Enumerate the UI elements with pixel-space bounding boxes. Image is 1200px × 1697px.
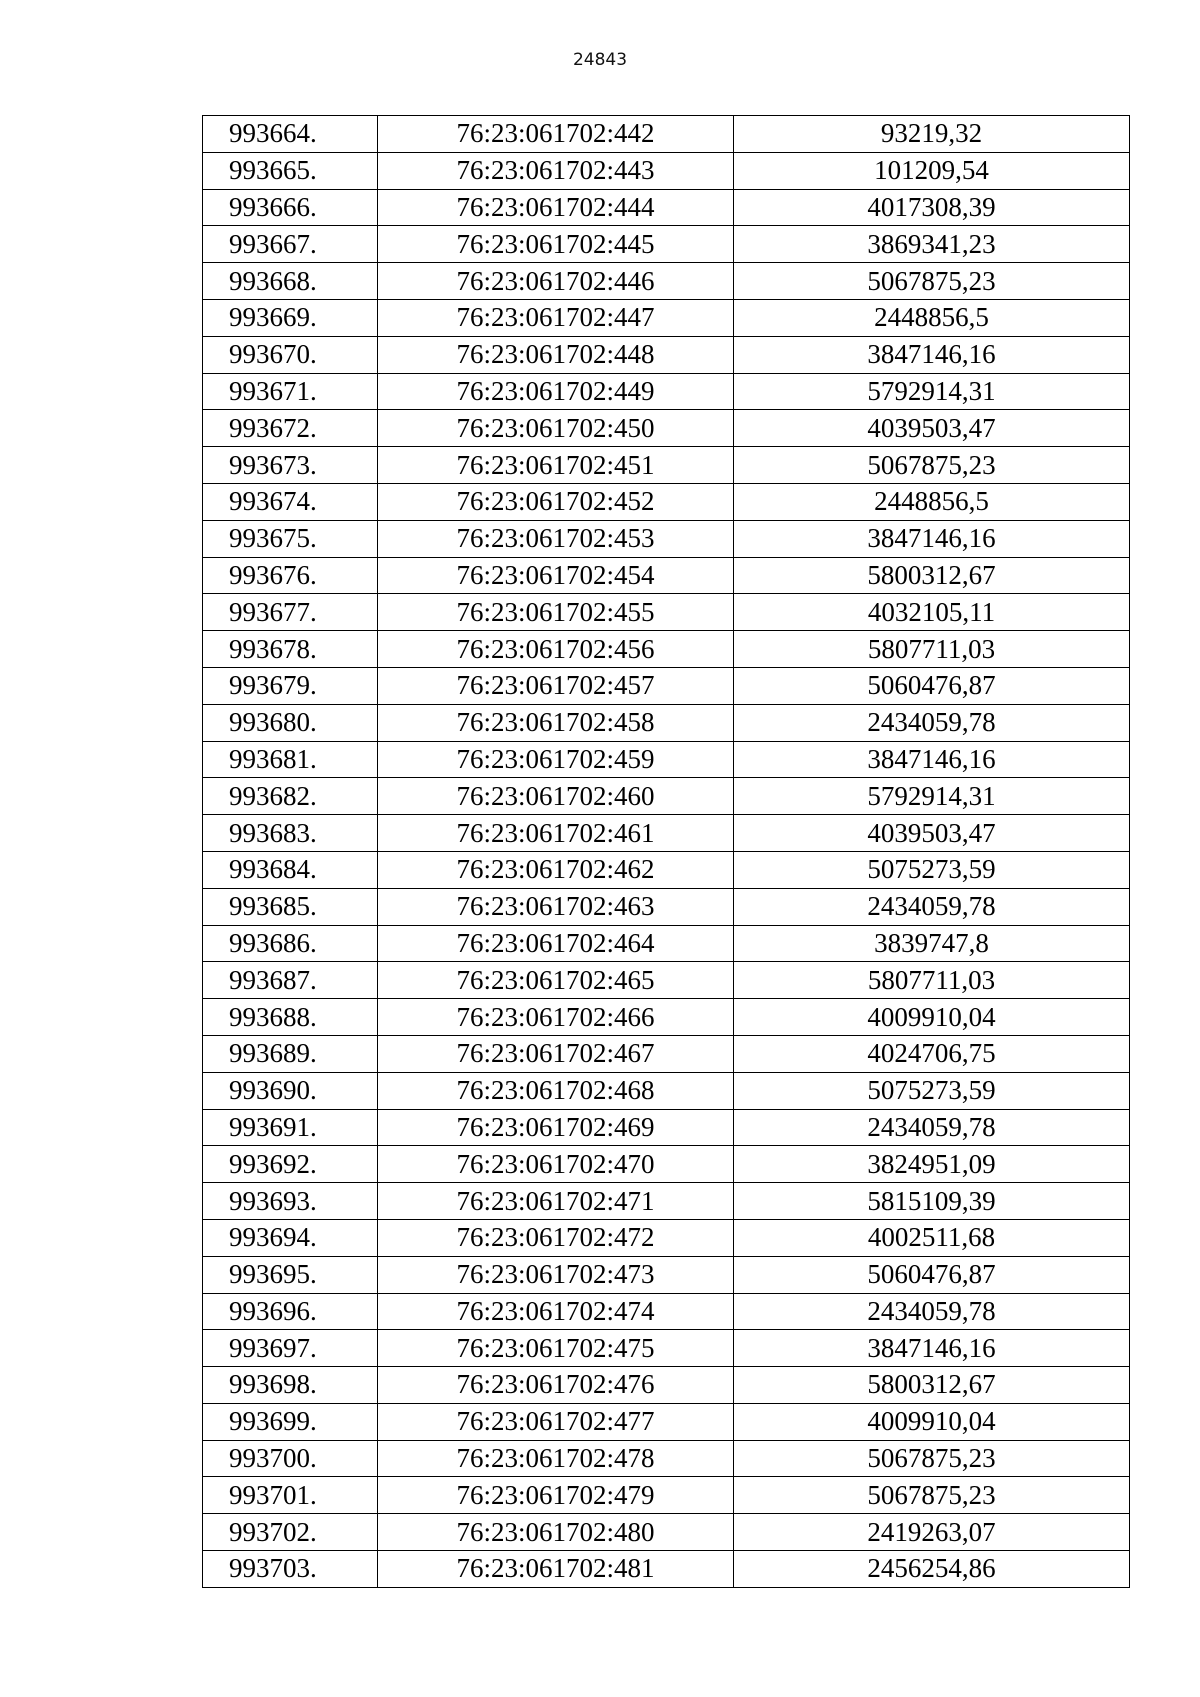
cadastral-value-cell: 2448856,5 [734, 483, 1130, 520]
row-number-cell: 993674. [203, 483, 378, 520]
cadastral-number-cell: 76:23:061702:444 [378, 189, 734, 226]
row-number-cell: 993698. [203, 1367, 378, 1404]
cadastral-number-cell: 76:23:061702:468 [378, 1072, 734, 1109]
table-row [203, 299, 1130, 336]
cadastral-value-cell: 4009910,04 [734, 1403, 1130, 1440]
cadastral-number-cell: 76:23:061702:455 [378, 594, 734, 631]
cadastral-value-cell: 5792914,31 [734, 373, 1130, 410]
cadastral-number-cell: 76:23:061702:477 [378, 1403, 734, 1440]
table-row [203, 888, 1130, 925]
table-row [203, 189, 1130, 226]
cadastral-value-cell: 3847146,16 [734, 336, 1130, 373]
cadastral-value-cell: 5067875,23 [734, 447, 1130, 484]
table-row [203, 557, 1130, 594]
table-row [203, 1293, 1130, 1330]
cadastral-value-cell: 2448856,5 [734, 299, 1130, 336]
table-row [203, 1403, 1130, 1440]
cadastral-value-cell: 2434059,78 [734, 704, 1130, 741]
cadastral-number-cell: 76:23:061702:471 [378, 1183, 734, 1220]
table-row [203, 815, 1130, 852]
cadastral-number-cell: 76:23:061702:462 [378, 851, 734, 888]
cadastral-number-cell: 76:23:061702:449 [378, 373, 734, 410]
cadastral-number-cell: 76:23:061702:448 [378, 336, 734, 373]
row-number-cell: 993666. [203, 189, 378, 226]
table-row [203, 851, 1130, 888]
row-number-cell: 993672. [203, 410, 378, 447]
table-row [203, 962, 1130, 999]
row-number-cell: 993695. [203, 1256, 378, 1293]
row-number-cell: 993703. [203, 1551, 378, 1588]
cadastral-value-cell: 4039503,47 [734, 410, 1130, 447]
table-row [203, 263, 1130, 300]
table-row [203, 1367, 1130, 1404]
row-number-cell: 993670. [203, 336, 378, 373]
cadastral-value-cell: 2434059,78 [734, 1109, 1130, 1146]
row-number-cell: 993684. [203, 851, 378, 888]
table-row [203, 1514, 1130, 1551]
cadastral-value-cell: 5800312,67 [734, 557, 1130, 594]
cadastral-number-cell: 76:23:061702:466 [378, 999, 734, 1036]
cadastral-number-cell: 76:23:061702:443 [378, 152, 734, 189]
page-number: 24843 [572, 50, 628, 70]
table-row [203, 373, 1130, 410]
cadastral-number-cell: 76:23:061702:475 [378, 1330, 734, 1367]
row-number-cell: 993699. [203, 1403, 378, 1440]
cadastral-number-cell: 76:23:061702:460 [378, 778, 734, 815]
cadastral-number-cell: 76:23:061702:472 [378, 1219, 734, 1256]
cadastral-number-cell: 76:23:061702:450 [378, 410, 734, 447]
table-row [203, 410, 1130, 447]
cadastral-value-cell: 4002511,68 [734, 1219, 1130, 1256]
row-number-cell: 993689. [203, 1035, 378, 1072]
cadastral-value-cell: 4017308,39 [734, 189, 1130, 226]
row-number-cell: 993664. [203, 116, 378, 153]
cadastral-number-cell: 76:23:061702:464 [378, 925, 734, 962]
table-row [203, 631, 1130, 668]
cadastral-number-cell: 76:23:061702:481 [378, 1551, 734, 1588]
table-row [203, 667, 1130, 704]
row-number-cell: 993692. [203, 1146, 378, 1183]
row-number-cell: 993665. [203, 152, 378, 189]
table-row [203, 1440, 1130, 1477]
row-number-cell: 993686. [203, 925, 378, 962]
cadastral-value-cell: 4009910,04 [734, 999, 1130, 1036]
row-number-cell: 993682. [203, 778, 378, 815]
table-row [203, 447, 1130, 484]
cadastral-number-cell: 76:23:061702:446 [378, 263, 734, 300]
cadastral-number-cell: 76:23:061702:451 [378, 447, 734, 484]
cadastral-value-cell: 5807711,03 [734, 631, 1130, 668]
table-row [203, 925, 1130, 962]
cadastral-value-cell: 5060476,87 [734, 1256, 1130, 1293]
cadastral-number-cell: 76:23:061702:453 [378, 520, 734, 557]
table-row [203, 520, 1130, 557]
table-row [203, 1035, 1130, 1072]
table-body [203, 116, 1130, 1588]
table-row [203, 1551, 1130, 1588]
cadastral-number-cell: 76:23:061702:461 [378, 815, 734, 852]
row-number-cell: 993675. [203, 520, 378, 557]
row-number-cell: 993681. [203, 741, 378, 778]
row-number-cell: 993700. [203, 1440, 378, 1477]
table-row [203, 1072, 1130, 1109]
cadastral-number-cell: 76:23:061702:456 [378, 631, 734, 668]
cadastral-value-cell: 3824951,09 [734, 1146, 1130, 1183]
row-number-cell: 993679. [203, 667, 378, 704]
cadastral-number-cell: 76:23:061702:470 [378, 1146, 734, 1183]
row-number-cell: 993668. [203, 263, 378, 300]
table-row [203, 336, 1130, 373]
row-number-cell: 993690. [203, 1072, 378, 1109]
row-number-cell: 993697. [203, 1330, 378, 1367]
table-row [203, 741, 1130, 778]
row-number-cell: 993691. [203, 1109, 378, 1146]
cadastral-value-cell: 4039503,47 [734, 815, 1130, 852]
row-number-cell: 993678. [203, 631, 378, 668]
row-number-cell: 993693. [203, 1183, 378, 1220]
cadastral-value-cell: 3869341,23 [734, 226, 1130, 263]
row-number-cell: 993687. [203, 962, 378, 999]
cadastral-number-cell: 76:23:061702:479 [378, 1477, 734, 1514]
cadastral-number-cell: 76:23:061702:452 [378, 483, 734, 520]
cadastral-value-cell: 101209,54 [734, 152, 1130, 189]
row-number-cell: 993676. [203, 557, 378, 594]
table-row [203, 1219, 1130, 1256]
cadastral-value-cell: 3839747,8 [734, 925, 1130, 962]
cadastral-number-cell: 76:23:061702:442 [378, 116, 734, 153]
cadastral-value-cell: 2456254,86 [734, 1551, 1130, 1588]
cadastral-value-cell: 5067875,23 [734, 1440, 1130, 1477]
cadastral-value-cell: 3847146,16 [734, 1330, 1130, 1367]
row-number-cell: 993671. [203, 373, 378, 410]
table-row [203, 778, 1130, 815]
cadastral-number-cell: 76:23:061702:478 [378, 1440, 734, 1477]
cadastral-number-cell: 76:23:061702:459 [378, 741, 734, 778]
table-row [203, 116, 1130, 153]
row-number-cell: 993677. [203, 594, 378, 631]
cadastral-number-cell: 76:23:061702:467 [378, 1035, 734, 1072]
table-row [203, 1477, 1130, 1514]
row-number-cell: 993702. [203, 1514, 378, 1551]
cadastral-value-cell: 4024706,75 [734, 1035, 1130, 1072]
row-number-cell: 993685. [203, 888, 378, 925]
cadastral-value-cell: 5067875,23 [734, 263, 1130, 300]
cadastral-number-cell: 76:23:061702:445 [378, 226, 734, 263]
table-row [203, 594, 1130, 631]
cadastral-value-cell: 5792914,31 [734, 778, 1130, 815]
cadastral-value-cell: 5815109,39 [734, 1183, 1130, 1220]
row-number-cell: 993688. [203, 999, 378, 1036]
cadastral-number-cell: 76:23:061702:465 [378, 962, 734, 999]
table-row [203, 1183, 1130, 1220]
row-number-cell: 993696. [203, 1293, 378, 1330]
cadastral-value-cell: 2434059,78 [734, 888, 1130, 925]
table-row [203, 1330, 1130, 1367]
table-row [203, 152, 1130, 189]
cadastral-value-cell: 5075273,59 [734, 1072, 1130, 1109]
cadastral-value-cell: 5067875,23 [734, 1477, 1130, 1514]
table-row [203, 1146, 1130, 1183]
table-row [203, 226, 1130, 263]
cadastral-value-cell: 5807711,03 [734, 962, 1130, 999]
cadastral-number-cell: 76:23:061702:457 [378, 667, 734, 704]
cadastral-number-cell: 76:23:061702:454 [378, 557, 734, 594]
cadastral-value-table [202, 115, 1130, 1588]
cadastral-number-cell: 76:23:061702:473 [378, 1256, 734, 1293]
table-row [203, 999, 1130, 1036]
cadastral-value-cell: 2434059,78 [734, 1293, 1130, 1330]
cadastral-value-cell: 5800312,67 [734, 1367, 1130, 1404]
cadastral-number-cell: 76:23:061702:469 [378, 1109, 734, 1146]
cadastral-value-cell: 3847146,16 [734, 520, 1130, 557]
cadastral-value-cell: 2419263,07 [734, 1514, 1130, 1551]
row-number-cell: 993667. [203, 226, 378, 263]
row-number-cell: 993683. [203, 815, 378, 852]
cadastral-number-cell: 76:23:061702:474 [378, 1293, 734, 1330]
cadastral-number-cell: 76:23:061702:480 [378, 1514, 734, 1551]
row-number-cell: 993673. [203, 447, 378, 484]
cadastral-value-cell: 3847146,16 [734, 741, 1130, 778]
row-number-cell: 993669. [203, 299, 378, 336]
cadastral-value-cell: 93219,32 [734, 116, 1130, 153]
cadastral-number-cell: 76:23:061702:447 [378, 299, 734, 336]
cadastral-value-cell: 5075273,59 [734, 851, 1130, 888]
cadastral-value-cell: 5060476,87 [734, 667, 1130, 704]
cadastral-number-cell: 76:23:061702:476 [378, 1367, 734, 1404]
cadastral-number-cell: 76:23:061702:458 [378, 704, 734, 741]
table-row [203, 704, 1130, 741]
row-number-cell: 993694. [203, 1219, 378, 1256]
cadastral-number-cell: 76:23:061702:463 [378, 888, 734, 925]
row-number-cell: 993680. [203, 704, 378, 741]
row-number-cell: 993701. [203, 1477, 378, 1514]
table-row [203, 483, 1130, 520]
table-row [203, 1256, 1130, 1293]
table-row [203, 1109, 1130, 1146]
cadastral-value-cell: 4032105,11 [734, 594, 1130, 631]
